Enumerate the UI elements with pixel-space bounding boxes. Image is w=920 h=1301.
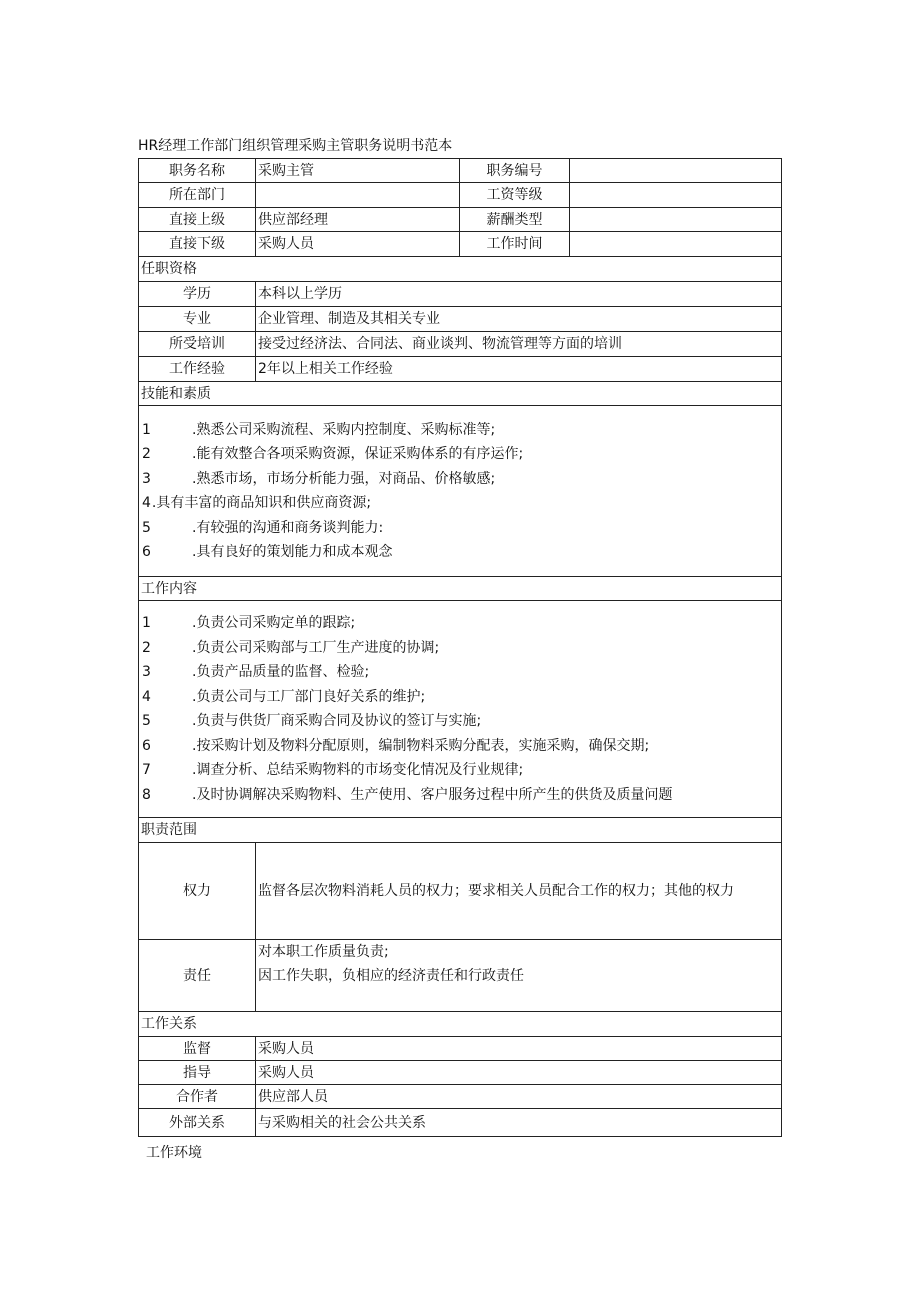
label-experience: 工作经验 — [139, 357, 256, 382]
list-item — [141, 660, 779, 685]
relation-row — [139, 1061, 782, 1085]
qualification-row — [139, 307, 782, 332]
item-number: 3 — [142, 470, 151, 487]
duties-list — [139, 601, 782, 818]
value-direct-superior: 供应部经理 — [256, 208, 460, 232]
label-education: 学历 — [139, 282, 256, 307]
value-external: 与采购相关的社会公共关系 — [256, 1109, 782, 1137]
value-supervise: 采购人员 — [256, 1037, 782, 1061]
responsibility-row — [139, 940, 782, 1012]
value-job-number — [570, 159, 782, 183]
relation-row — [139, 1109, 782, 1137]
item-text: .具有良好的策划能力和成本观念 — [192, 544, 393, 560]
basic-row — [139, 183, 782, 208]
value-guide: 采购人员 — [256, 1061, 782, 1085]
item-text: .负责公司与工厂部门良好关系的维护; — [192, 688, 426, 705]
item-number: 4 — [142, 688, 151, 705]
list-item — [141, 418, 779, 443]
list-item — [141, 467, 779, 492]
label-job-number: 职务编号 — [460, 159, 570, 183]
item-text: .负责产品质量的监督、检验; — [192, 664, 370, 680]
value-collaborator: 供应部人员 — [256, 1085, 782, 1109]
label-direct-subordinate: 直接下级 — [139, 232, 256, 257]
section-header-row — [139, 257, 782, 282]
item-text: .调查分析、总结采购物料的市场变化情况及行业规律; — [192, 762, 524, 778]
skills-list-row — [139, 406, 782, 577]
value-education: 本科以上学历 — [256, 282, 782, 307]
item-number: 4 — [142, 495, 151, 511]
label-responsibility — [139, 940, 256, 1012]
value-pay-type — [570, 208, 782, 232]
item-text: .负责与供货厂商采购合同及协议的签订与实施; — [192, 713, 482, 729]
label-external: 外部关系 — [139, 1109, 256, 1137]
job-description-table — [138, 158, 782, 1137]
section-header-row — [139, 1012, 782, 1037]
label-job-title: 职务名称 — [139, 159, 256, 183]
section-skills: 技能和素质 — [139, 382, 782, 406]
list-item — [141, 611, 779, 636]
list-item — [141, 540, 779, 565]
value-training: 接受过经济法、合同法、商业谈判、物流管理等方面的培训 — [256, 332, 782, 357]
list-item — [141, 685, 779, 710]
relation-row — [139, 1085, 782, 1109]
label-major: 专业 — [139, 307, 256, 332]
section-header-row — [139, 382, 782, 406]
section-header-row — [139, 577, 782, 601]
item-text: .按采购计划及物料分配原则，编制物料采购分配表，实施采购，确保交期; — [192, 737, 650, 754]
skills-list — [139, 406, 782, 577]
item-number: 1 — [142, 421, 151, 438]
label-work-hours: 工作时间 — [460, 232, 570, 257]
item-number: 7 — [142, 762, 151, 778]
section-header-row — [139, 818, 782, 843]
label-power: 权力 — [139, 843, 256, 940]
section-work-environment: 工作环境 — [146, 1145, 202, 1161]
document-title: HR经理工作部门组织管理采购主管职务说明书范本 — [138, 138, 453, 154]
section-scope: 职责范围 — [139, 818, 782, 843]
list-item — [141, 636, 779, 661]
label-department: 所在部门 — [139, 183, 256, 208]
item-text: .熟悉公司采购流程、采购内控制度、采购标准等; — [192, 421, 496, 438]
section-qualifications: 任职资格 — [139, 257, 782, 282]
label-supervise: 监督 — [139, 1037, 256, 1061]
value-job-title: 采购主管 — [256, 159, 460, 183]
duties-list-row — [139, 601, 782, 818]
list-item — [141, 734, 779, 759]
item-text: .具有丰富的商品知识和供应商资源; — [151, 495, 372, 511]
basic-row — [139, 159, 782, 183]
basic-row — [139, 208, 782, 232]
basic-row — [139, 232, 782, 257]
item-number: 3 — [142, 664, 151, 680]
section-relations: 工作关系 — [139, 1012, 782, 1037]
value-major: 企业管理、制造及其相关专业 — [256, 307, 782, 332]
item-text: .有较强的沟通和商务谈判能力: — [192, 519, 384, 536]
qualification-row — [139, 332, 782, 357]
list-item — [141, 491, 779, 516]
label-training: 所受培训 — [139, 332, 256, 357]
item-number: 6 — [142, 544, 151, 560]
responsibility-line: 对本职工作质量负责; — [258, 944, 389, 960]
value-salary-grade — [570, 183, 782, 208]
power-row — [139, 843, 782, 940]
value-direct-subordinate: 采购人员 — [256, 232, 460, 257]
qualification-row — [139, 282, 782, 307]
item-number: 5 — [142, 519, 151, 536]
label-pay-type: 薪酬类型 — [460, 208, 570, 232]
item-number: 2 — [142, 446, 151, 462]
relation-row — [139, 1037, 782, 1061]
label-collaborator: 合作者 — [139, 1085, 256, 1109]
value-experience: 2年以上相关工作经验 — [256, 357, 782, 382]
value-responsibility — [256, 940, 782, 1012]
list-item — [141, 442, 779, 467]
item-number: 2 — [142, 639, 151, 656]
label-direct-superior: 直接上级 — [139, 208, 256, 232]
item-number: 1 — [142, 615, 151, 631]
item-number: 5 — [142, 713, 151, 729]
value-work-hours — [570, 232, 782, 257]
value-power: 监督各层次物料消耗人员的权力；要求相关人员配合工作的权力；其他的权力 — [256, 843, 782, 940]
item-number: 8 — [142, 786, 151, 803]
item-text: .负责公司采购定单的跟踪; — [192, 615, 356, 631]
section-duties: 工作内容 — [139, 577, 782, 601]
value-department — [256, 183, 460, 208]
item-text: .能有效整合各项采购资源，保证采购体系的有序运作; — [192, 446, 524, 462]
item-number: 6 — [142, 737, 151, 754]
list-item — [141, 516, 779, 541]
item-text: .负责公司采购部与工厂生产进度的协调; — [192, 639, 440, 656]
responsibility-label-text: 责任 — [183, 967, 211, 984]
responsibility-line: 因工作失职，负相应的经济责任和行政责任 — [258, 968, 524, 984]
list-item — [141, 783, 779, 808]
qualification-row — [139, 357, 782, 382]
label-guide: 指导 — [139, 1061, 256, 1085]
item-text: .及时协调解决采购物料、生产使用、客户服务过程中所产生的供货及质量问题 — [192, 786, 673, 803]
list-item — [141, 709, 779, 734]
list-item — [141, 758, 779, 783]
label-salary-grade: 工资等级 — [460, 183, 570, 208]
item-text: .熟悉市场，市场分析能力强，对商品、价格敏感; — [192, 470, 496, 487]
